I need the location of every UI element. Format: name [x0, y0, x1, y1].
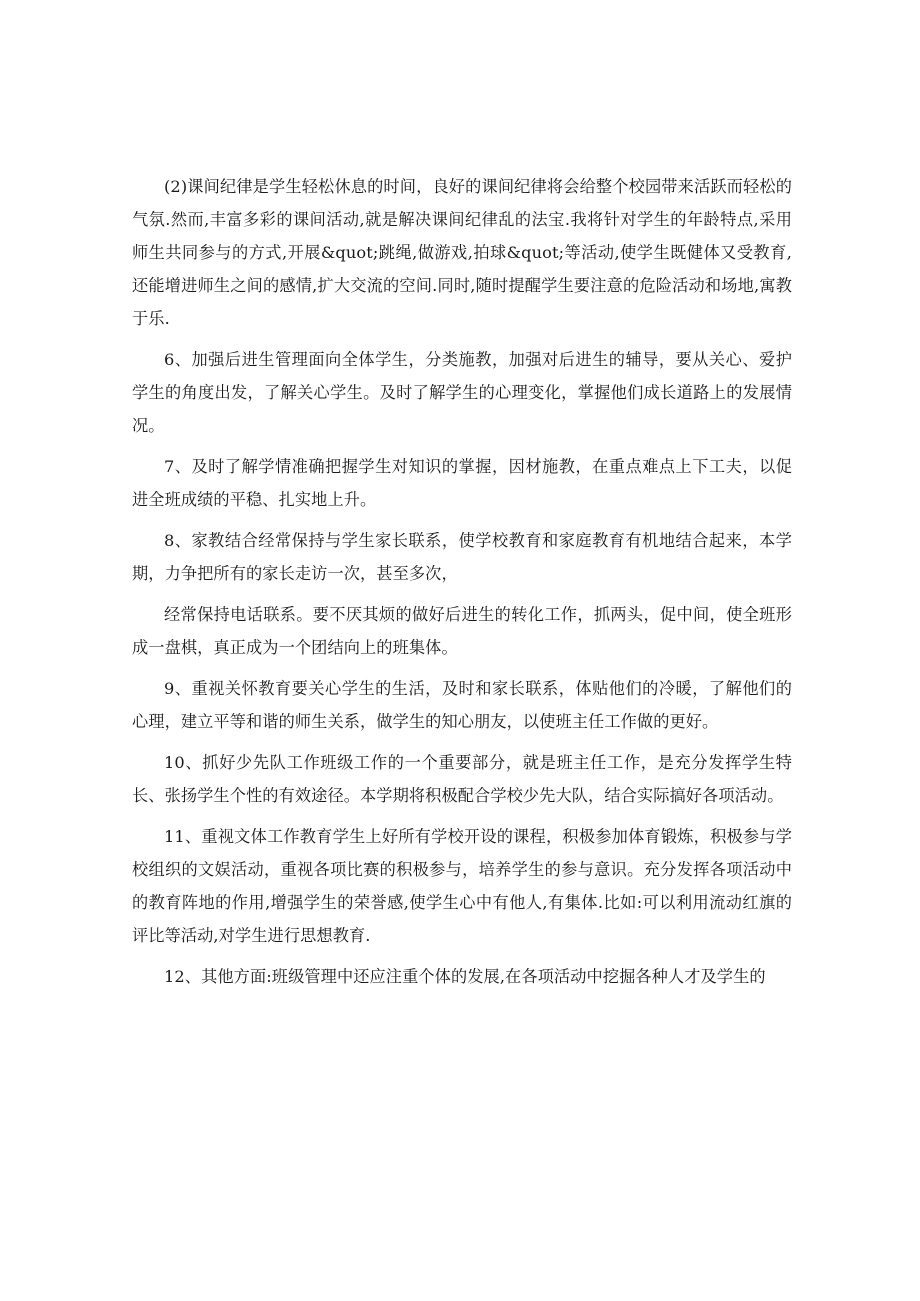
paragraph-class-break-discipline: (2)课间纪律是学生轻松休息的时间，良好的课间纪律将会给整个校园带来活跃而轻松的气氛.然而,丰富多彩的课间活动,就是解决课间纪律乱的法宝.我将针对学生的年龄特点,采用师生共同参与的方式,开展&quot;跳绳,做游戏,拍球&quot;等活动,使学生既健体又受教育,还能增进师生之间的感情,扩大交流的空间.同时,随时提醒学生要注意的危险活动和场地,寓教于乐.	[132, 177, 792, 328]
paragraph-item-9: 9、重视关怀教育要关心学生的生活，及时和家长联系，体贴他们的冷暖，了解他们的心理，建立平等和谐的师生关系，做学生的知心朋友，以使班主任工作做的更好。	[132, 679, 792, 731]
paragraph-item-8: 8、家教结合经常保持与学生家长联系，使学校教育和家庭教育有机地结合起来，本学期，力争把所有的家长走访一次，甚至多次，	[132, 531, 792, 583]
paragraph-item-7: 7、及时了解学情准确把握学生对知识的掌握，因材施教，在重点难点上下工夫，以促进全班成绩的平稳、扎实地上升。	[132, 457, 792, 509]
paragraph-item-6: 6、加强后进生管理面向全体学生，分类施教，加强对后进生的辅导，要从关心、爱护学生的角度出发，了解关心学生。及时了解学生的心理变化，掌握他们成长道路上的发展情况。	[132, 350, 792, 435]
document-body	[132, 170, 792, 1001]
paragraph-item-12: 12、其他方面:班级管理中还应注重个体的发展,在各项活动中挖掘各种人才及学生的	[164, 967, 766, 986]
paragraph-item-8-continued: 经常保持电话联系。要不厌其烦的做好后进生的转化工作，抓两头，促中间，使全班形成一盘棋，真正成为一个团结向上的班集体。	[132, 605, 792, 657]
paragraph-item-10: 10、抓好少先队工作班级工作的一个重要部分，就是班主任工作，是充分发挥学生特长、张扬学生个性的有效途径。本学期将积极配合学校少先大队，结合实际搞好各项活动。	[132, 753, 792, 805]
paragraph-item-11: 11、重视文体工作教育学生上好所有学校开设的课程，积极参加体育锻炼，积极参与学校组织的文娱活动，重视各项比赛的积极参与，培养学生的参与意识。充分发挥各项活动中的教育阵地的作用,增强学生的荣誉感,使学生心中有他人,有集体.比如:可以利用流动红旗的评比等活动,对学生进行思想教育.	[132, 827, 792, 945]
